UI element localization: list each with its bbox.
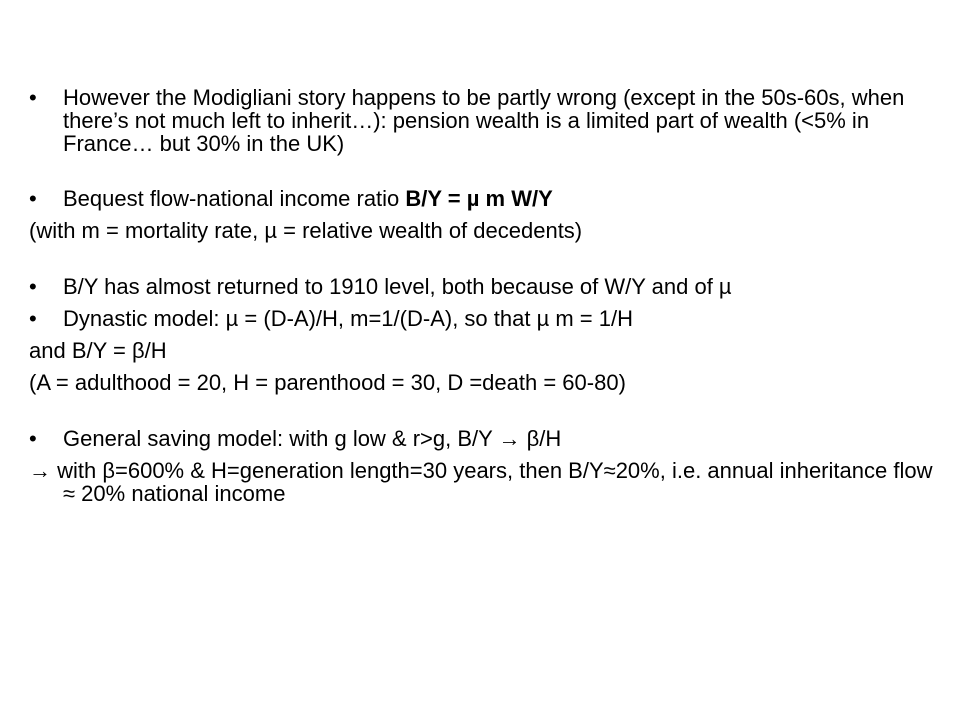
bullet-icon: •	[29, 306, 37, 331]
conclusion-line	[29, 459, 934, 505]
bullet-returned-1910-text: B/Y has almost returned to 1910 level, both because of W/Y and of µ	[63, 274, 732, 299]
bullet-dynastic-model	[29, 307, 934, 330]
bullet-modigliani	[29, 86, 934, 155]
parameters-line: (A = adulthood = 20, H = parenthood = 30, D =death = 60-80)	[29, 370, 626, 395]
bullet-general-saving-text: General saving model: with g low & r>g, B/Y → β/H	[63, 426, 562, 451]
bullet-returned-1910	[29, 275, 934, 298]
bullet-icon: •	[29, 186, 37, 211]
bullet-dynastic-model-text: Dynastic model: µ = (D-A)/H, m=1/(D-A), so that µ m = 1/H	[63, 306, 633, 331]
bullet-icon: •	[29, 274, 37, 299]
dynastic-result-line: and B/Y = β/H	[29, 338, 167, 363]
definitions-line: (with m = mortality rate, µ = relative wealth of decedents)	[29, 218, 583, 243]
conclusion-text: with β=600% & H=generation length=30 years, then B/Y≈20%, i.e. annual inheritance flow ≈ 20% national income	[51, 458, 933, 506]
bullet-bequest-ratio-text: Bequest flow-national income ratio	[63, 186, 406, 211]
bullet-modigliani-text: However the Modigliani story happens to be partly wrong (except in the 50s-60s, when there’s not much left to inherit…): pension wealth is a limited part of wealth (<5% in France… but 30% in the UK)	[63, 85, 905, 156]
bullet-bequest-ratio	[29, 187, 934, 210]
bullet-icon: •	[29, 426, 37, 451]
arrow-right-icon: →	[29, 458, 51, 483]
slide-body	[29, 86, 934, 505]
bullet-general-saving	[29, 427, 934, 450]
bequest-formula: B/Y = µ m W/Y	[405, 186, 553, 211]
bullet-icon: •	[29, 85, 37, 110]
